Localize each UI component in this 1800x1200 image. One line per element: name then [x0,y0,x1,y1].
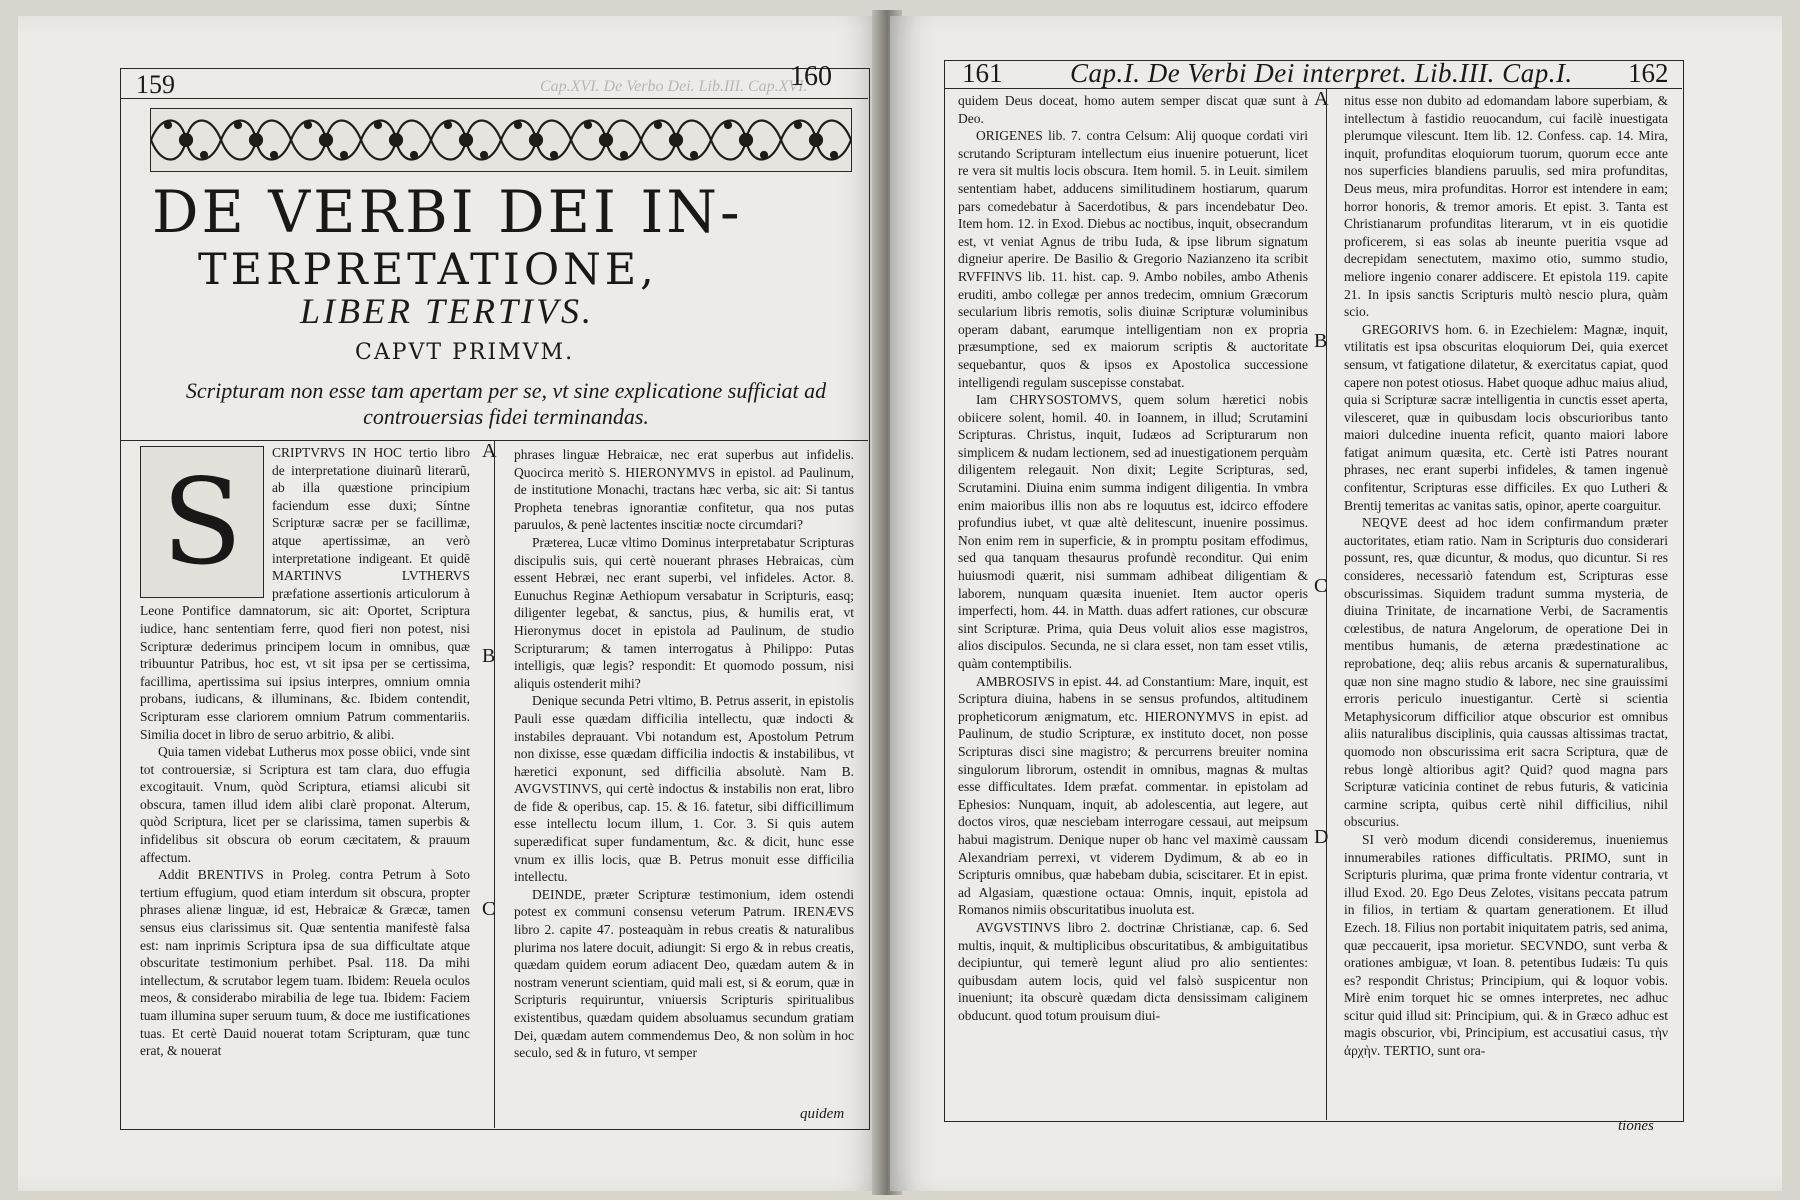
dropcap [140,446,264,598]
right-column-2 [1344,92,1668,1110]
right-column-rule [1326,88,1327,1120]
left-column-1 [140,444,470,1116]
paragraph: Quia tamen videbat Lutherus mox posse obiici, vnde sint tot controuersiæ, si Scriptura est tam clara, duo effugia excogitauit. Vnum, quòd Scriptura, etiamsi alicubi sit obscura, tamen illud idem alibi clarè proponat. Alterum, quòd Scriptura, licet per se clarissima, tamen superbis & infidelibus sit obscura ob eorum cæcitatem, & prauum affectum. [140,744,470,865]
paragraph: AVGVSTINVS libro 2. doctrinæ Christianæ, cap. 6. Sed multis, inquit, & multiplicibus obscuritatibus, & ambiguitatibus decipiuntur, qui temerè legunt aliud pro alio sentientes: quibusdam autem locis, quid vel falsò suspicentur non inueniunt; ita obscurè quædam dicta densissimam caliginem obducunt. quod totum prouisum diui- [958,919,1308,1023]
chapter-summary: Scripturam non esse tam apertam per se, vt sine explicatione sufficiat ad controuersias fidei terminandas. [185,378,827,429]
paragraph: Addit BRENTIVS in Proleg. contra Petrum à Soto tertium effugium, quod etiam interdum sit obscura, propter phrases alienæ linguæ, id est, Hebraicæ & Græcæ, tamen sensus eius clarissimus sit. Quæ sententia manifestè falsa est: nam inprimis Scriptura ipsa de sua difficultate atque obscuritate testimonium perhibet. Psal. 118. Da mihi intellectum, & scrutabor legem tuam. Ibidem: Reuela oculos meos, & considerabo mirabilia de lege tua. Ibidem: Faciem tuam illumina super seruum tuum, & doce me iustificationes tuas. Et certè Dauid nouerat totam Scripturam, quæ tunc erat, & nouerat [140,867,470,1059]
paragraph: quidem Deus doceat, homo autem semper discat quæ sunt à Deo. [958,93,1308,126]
margin-letter-b: B [1314,330,1328,352]
margin-letter-a: A [1314,88,1329,110]
margin-letter-b: B [482,645,496,667]
paragraph: phrases linguæ Hebraicæ, nec erat superbus aut infidelis. Quocirca meritò S. HIERONYMVS in epistol. ad Paulinum, de institutione Monachi, tractans hæc verba, sic ait: Si tantus Propheta tenebras ignorantiæ confitetur, qua nos putas paruulos, & penè lactentes inscitiæ nocte circumdari? [514,447,854,533]
book-title-line2: TERPRETATIONE, [198,245,658,295]
paragraph: ORIGENES lib. 7. contra Celsum: Alij quoque cordati viri scrutando Scripturam intellectum eius inuenire potuerunt, licet re vera sit multis locis obscura. Item homil. 5. in Leuit. similem sententiam habet, adducens similitudinem hostiarum, quarum pars comedebatur à Sacerdotibus, & pars incendebatur Deo. Item hom. 12. in Exod. Diebus ac noctibus, inquit, obsecrandum est, vt veniat Agnus de tribu Iuda, & ipse librum signatum digneiur aperire. De Basilio & Gregorio Nazianzeno ita scribit RVFFINVS lib. 11. hist. cap. 9. Ambo nobiles, ambo Athenis eruditi, ambo collegæ per annos tredecim, omnium Græcorum secularium libris remotis, solis diuinæ Scripturæ voluminibus operam dabant, earumque intelligentiam non ex propria præsumptione, sed ex maiorum scriptis & auctoritate sequebantur, quos & ipsos ex Apostolica successione intelligendi regulam suscepisse constabat. [958,128,1308,390]
paragraph: DEINDE, præter Scripturæ testimonium, idem ostendi potest ex communi consensu veterum Patrum. IRENÆVS libro 2. capite 47. posteaquàm in rebus creatis & naturalibus plurima nos latere docuit, adiungit: Si ergo & in rebus creatis, quædam quidem eorum adiacent Deo, quædam autem & in nostram venerunt scientiam, quid mali est, si & eorum, quæ in Scripturis requiruntur, vniuersis Scripturis spiritualibus existentibus, quædam quidem absoluamus secundum gratiam Dei, quædam autem commendemus Deo, & non solùm in hoc seculo, sed & in futuro, vt semper [514,886,854,1061]
left-column-2 [514,446,854,1118]
margin-letter-c: C [482,898,496,920]
right-page-number-a: 161 [962,58,1003,88]
margin-letter-d: D [1314,826,1329,848]
paragraph: nitus esse non dubito ad edomandam labore superbiam, & intellectum à fastidio reuocandum, cui facilè inuestigata plerumque vilescunt. Item lib. 12. Confess. cap. 14. Mira, inquit, profunditas eloquiorum tuorum, quorum ecce ante nos superficies blandiens paruulis, sed mira profunditas, Deus meus, mira profunditas. Horror est intendere in eam; horror honoris, & tremor amoris. Et epist. 3. Tanta est Christianarum profunditas literarum, vt in eis quotidie proficerem, si eas solas ab ineunte pueritia vsque ad decrepidam senectutem, maximo otio, summo studio, meliore ingenio conarer addiscere. Et epistola 119. capite 21. In ipsis sanctis Scripturis multò nescio plura, quàm scio. [1344,93,1668,320]
dropcap-letter: S [161,453,243,591]
right-header-rule [944,88,1682,89]
right-catchword: tiones [1618,1118,1654,1134]
right-page-number-b: 162 [1628,58,1669,88]
ornamental-headpiece [150,108,852,172]
left-column-rule [494,440,495,1128]
paragraph: Denique secunda Petri vltimo, B. Petrus asserit, in epistolis Pauli esse quædam difficilia intellectu, quæ indocti & instabiles deprauant. Vbi notandum est, Apostolum Petrum non dixisse, esse quædam difficilia indoctis & instabilibus, vt hæretici exponunt, sed difficilia absolutè. Nam B. AVGVSTINVS, qui certè indoctus & instabilis non erat, libro de fide & operibus, cap. 15. & 16. fatetur, sibi difficillimum esse intellectu locum illum, 1. Cor. 3. Si quis autem superædificat super fundamentum, &c. & dicit, hunc esse vnum ex illis locis, quæ B. Petrus monuit esse difficilia intellectu. [514,693,854,885]
paragraph: AMBROSIVS in epist. 44. ad Constantium: Mare, inquit, est Scriptura diuina, habens in se sensus profundos, altitudinem propheticorum ænigmatum, etc. HIERONYMVS in epist. ad Paulinum, de studio Scripturæ, ex instituto docet, non posse Scripturas disci sine magistro; & percurrens breuiter nomina singulorum librorum, ostendit in omnibus, magnas & multas esse difficultates. Idem præfat. commentar. in epistolam ad Ephesios: Nunquam, inquit, ab adolescentia, aut legere, aut doctos viros, quæ nesciebam interrogare cessaui, aut meipsum habui magistrum. Denique nuper ob hanc vel maximè caussam Alexandriam perrexi, vt viderem Dydimum, & ab eo in Scripturis omnibus, quæ habebam dubia, sciscitarer. Et in epist. ad Algasiam, quæstione octaua: Omnis, inquit, epistola ad Romanos nimiis obscuritatibus inuoluta est. [958,673,1308,918]
paragraph: CRIPTVRVS IN HOC tertio libro de interpretatione diuinarũ literarũ, ab illa quæstione principium faciendum esse duxi; Síntne Scripturæ sacræ per se facillimæ, atque apertissimæ, an verò interpretatione indigeant. Et quidē MARTINVS LVTHERVS præfatione assertionis articulorum à Leone Pontifice damnatorum, sic ait: Oportet, Scriptura iudice, hanc sententiam ferre, quod fieri non potest, nisi Scripturæ dederimus principem locum in omnibus, quæ tribuuntur Patribus, hoc est, vt sit ipsa per se certissima, facillima, apertissima sui ipsius interpres, omnium omnia probans, iudicans, & illuminans, &c. Ibidem contendit, Scripturam esse clariorem omnium Patrum commentariis. Similia docet in libro de seruo arbitrio, & alibi. [140,445,470,742]
paragraph: GREGORIVS hom. 6. in Ezechielem: Magnæ, inquit, vtilitatis est ipsa obscuritas eloquiorum Dei, quia exercet sensum, vt fatigatione dilatetur, & exercitatus capiat, quod capere non potest otiosus. Habet quoque adhuc maius aliud, quia si Scripturæ sacræ intelligentia in cunctis esset aperta, vilesceret, quæ in quibusdam locis obscurioribus tanto maiori dulcedine inuenta reficit, quanto maiori labore fatigat animum quæsita, etc. Certè isti Patres nourant phrases, nec erant superbi infideles, & tamen ingenuè confitentur, Scripturas esse difficiles. Ex quo Lutheri & Brentij temeritas ac vanitas satis, opinor, aperte coarguitur. [1344,321,1668,513]
paragraph: SI verò modum dicendi consideremus, inueniemus innumerabiles rationes difficultatis. PRIMO, sunt in Scripturis plurima, quæ prima fronte videntur contraria, vt illud Exod. 20. Ego Deus Zelotes, visitans peccata patrum in filios, in tertiam & quartam generationem. Et illud Ezech. 18. Filius non portabit iniquitatem patris, sed anima, quæ peccauerit, ipsa morietur. SECVNDO, sunt verba & orationes ambiguæ, vt Ioan. 8. petentibus Iudæis: Tu quis es? respondit Christus; Principium, qui & loquor vobis. Mirè enim torquet hic se omnes interpretes, nec adhuc scitur quid illud sit: Principium, qui. & in Græco adhuc est magis obscurior, vbi, Principium, est accusatiui casus, τὴν ἀρχὴν. TERTIO, sunt ora- [1344,831,1668,1059]
left-faint-header: Cap.XVI. De Verbo Dei. Lib.III. Cap.XVI. [540,78,808,95]
liber-heading: LIBER TERTIVS. [300,291,594,331]
margin-letter-c: C [1314,575,1328,597]
caput-heading: CAPVT PRIMVM. [355,340,575,365]
left-header-rule [120,98,868,99]
left-catchword: quidem [800,1106,845,1122]
right-running-head: Cap.I. De Verbi Dei interpret. Lib.III. Cap.I. [1070,58,1573,88]
left-page-number-a: 159 [136,70,175,99]
right-column-1 [958,92,1308,1110]
paragraph: Præterea, Lucæ vltimo Dominus interpretabatur Scripturas discipulis suis, qui certè nouerant phrases Hebraicas, cùm essent Hebræi, nec erant superbi, vel infideles. Actor. 8. Eunuchus Reginæ Aethiopum versabatur in Scripturis, easq; diligenter legebat, & sanctus, pius, & humilis erat, vt Hieronymus docet in epistola ad Paulinum, de studio Scripturarum; & tamen interrogatus à Philippo: Putas intelligis, quæ legis? respondit: Et quomodo possum, nisi aliquis ostenderit mihi? [514,534,854,691]
paragraph: NEQVE deest ad hoc idem confirmandum præter auctoritates, etiam ratio. Nam in Scripturis duo considerari possunt, res, quæ dicuntur, & modus, quo dicuntur. Si res consideres, necessariò fatendum est, Scripturas esse obscurissimas. Siquidem tradunt summa mysteria, de diuina Trinitate, de incarnatione Verbi, de Sacramentis cœlestibus, de natura Angelorum, de operatione Dei in mentibus humanis, de æterna prædestinatione ac reprobatione, deq; aliis rebus arcanis & supernaturalibus, quæ non sine magno studio & labore, nec sine grauissimi erroris periculo inuestigantur. Certè si scientia Metaphysicorum difficilior atque obscurior est omnibus aliis naturalibus disciplinis, quia caussas altissimas tractat, quomodo non obscurissima erit sacra Scriptura, quæ de rebus longè altioribus agit? Quid? quod magna pars Scripturæ vaticinia continet de rebus futuris, & vaticinia carmine scripta, quibus certè nihil difficilius, nihil obscurius. [1344,515,1668,830]
book-title-line1: DE VERBI DEI IN- [152,178,743,246]
margin-letter-a: A [482,440,497,462]
paragraph: Iam CHRYSOSTOMVS, quem solum hæretici nobis obiicere solent, homil. 40. in Ioannem, in illud; Scrutamini Scripturas. Christus, inquit, Iudæos ad Scripturarum non simplicem & nudam lectionem, sed ad inuestigationem perquàm diligentem relegauit. Non dixit; Legite Scripturas, sed, Scrutamini. Diuina enim summa indigent diligentia. In vmbra enim maioribus illis non abs re loquutus est, idcirco effodere profundius iubet, vt quæ altè delitescunt, inuenire possimus. Non enim rem in superficie, & in promptu positam effodimus, sed qua tanquam thesaurus profundè reconditur. Qui enim huiusmodi quærit, nisi summam adhibeat diligentiam & laborem, nunquam quæsita inueniet. Item auctor operis imperfecti, hom. 44. in Matth. duas adfert rationes, cur obscuræ sint Scripturæ. Prima, quia Deus voluit alios esse magistros, alios discipulos. Secunda, ne si clara esset, non tam esset vtilis, quàm contemptibilis. [958,392,1308,671]
left-page-number-b: 160 [790,61,832,92]
